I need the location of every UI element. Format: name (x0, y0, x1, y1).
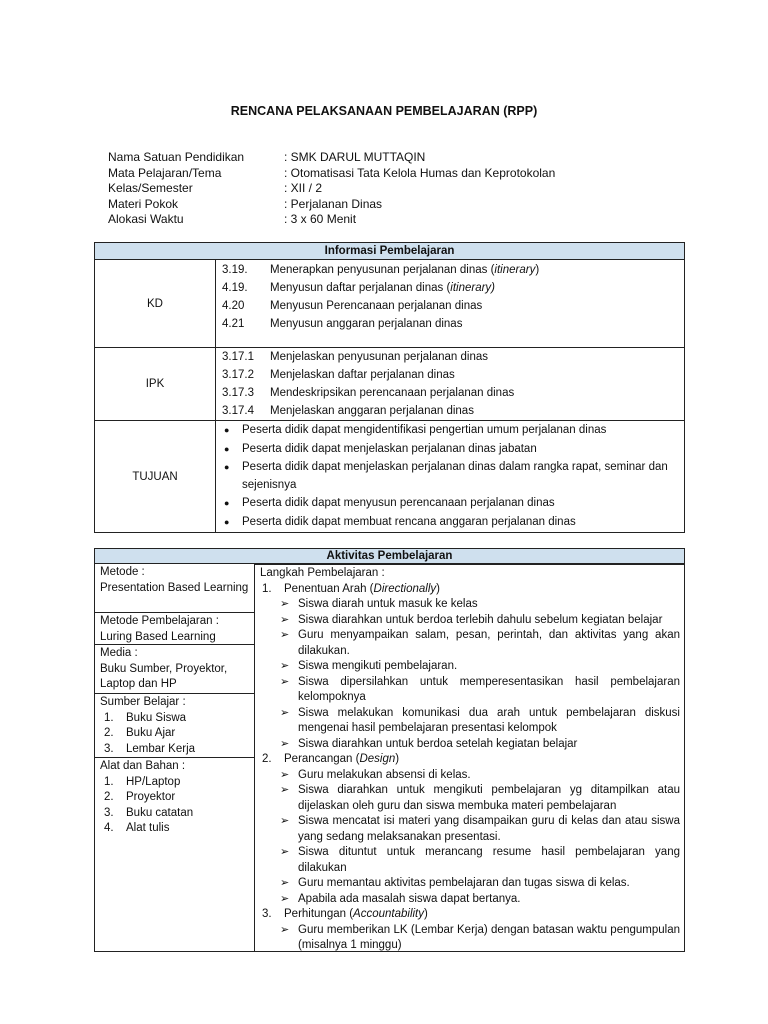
tujuan-text: Peserta didik dapat mengidentifikasi pengertian umum perjalanan dinas (242, 424, 607, 436)
step-item (260, 659, 680, 675)
kd-list (216, 260, 685, 348)
identity-row (108, 150, 555, 166)
identity-value: : Otomatisasi Tata Kelola Humas dan Keprotokolan (284, 165, 556, 180)
step-item-text: Siswa diarahkan untuk berdoa terlebih dahulu sebelum kegiatan belajar (298, 613, 663, 626)
metode-pembelajaran-value: Luring Based Learning (100, 630, 216, 643)
step-num: 2. (262, 753, 272, 765)
kd-italic: itinerary (494, 264, 536, 276)
step-item-text: Siswa mencatat isi materi yang disampaikan guru di kelas dan atau siswa yang sedang melaksanakan presentasi. (298, 815, 680, 843)
identity-label: Alokasi Waktu (108, 212, 184, 226)
step-item-text: Siswa dipersilahkan untuk memperesentasikan hasil pembelajaran kelompoknya (298, 675, 680, 703)
kd-text: Menyusun Perencanaan perjalanan dinas (270, 300, 483, 312)
ipk-num: 3.17.3 (222, 387, 254, 399)
alat-item: 1. HP/Laptop (100, 775, 249, 791)
alat-text: Proyektor (126, 791, 176, 803)
kd-item (216, 315, 684, 333)
identity-label: Mata Pelajaran/Tema (108, 165, 222, 180)
aktivitas-header: Aktivitas Pembelajaran (94, 548, 685, 564)
ipk-text: Menjelaskan daftar perjalanan dinas (270, 369, 455, 381)
alat-text: HP/Laptop (126, 775, 181, 788)
tujuan-text: Peserta didik dapat menyusun perencanaan perjalanan dinas (242, 497, 555, 509)
ipk-num: 3.17.1 (222, 351, 254, 363)
sumber-item: 2. Buku Ajar (100, 726, 249, 742)
identity-row (108, 166, 555, 182)
ipk-item (216, 402, 684, 420)
kd-item (216, 261, 684, 279)
bullet-icon: ● (224, 425, 230, 435)
langkah-label: Langkah Pembelajaran : (260, 567, 385, 579)
metode-label: Metode : (100, 566, 145, 578)
tujuan-item (216, 441, 678, 459)
arrow-bullet-icon: ➢ (280, 675, 290, 688)
ipk-item (216, 384, 684, 402)
identity-section (108, 150, 555, 228)
step-title-text: Perancangan ( (284, 753, 360, 765)
sumber-text: Buku Ajar (126, 727, 176, 739)
step-title (260, 752, 680, 768)
ipk-item (216, 348, 684, 366)
step-item-text: Guru memantau aktivitas pembelajaran dan tugas siswa di kelas. (298, 877, 630, 889)
step-item-text: Guru melakukan absensi di kelas. (298, 768, 471, 781)
step-title-after: ) (436, 582, 440, 595)
bullet-icon: ● (224, 443, 230, 454)
step-item (260, 613, 680, 629)
tujuan-label: TUJUAN (95, 421, 216, 533)
ipk-item (216, 366, 684, 384)
kd-after: ) (535, 264, 540, 276)
step-item-text: Apabila ada masalah siswa dapat bertanya. (298, 892, 521, 905)
sumber-belajar-box (94, 694, 255, 758)
media-box (94, 645, 255, 694)
identity-row (108, 197, 555, 213)
arrow-bullet-icon: ➢ (280, 892, 290, 905)
ipk-num: 3.17.4 (222, 405, 254, 417)
step-title-text: Penentuan Arah ( (284, 582, 374, 595)
arrow-bullet-icon: ➢ (280, 737, 290, 750)
step-title-italic: Design (359, 753, 396, 765)
kd-text: Menyusun anggaran perjalanan dinas (270, 318, 463, 330)
arrow-bullet-icon: ➢ (280, 613, 290, 626)
metode-pembelajaran-box (94, 613, 255, 645)
step-item (260, 706, 680, 737)
ipk-label: IPK (95, 348, 216, 421)
step-item (260, 876, 680, 892)
step-title (260, 907, 680, 923)
tujuan-item (216, 495, 678, 513)
sumber-text: Buku Siswa (126, 711, 187, 724)
identity-label: Nama Satuan Pendidikan (108, 150, 245, 164)
alat-text: Buku catatan (126, 806, 194, 819)
alat-item: 4. Alat tulis (100, 821, 249, 837)
identity-label: Materi Pokok (108, 196, 179, 211)
step-item (260, 783, 680, 814)
alat-item: 2. Proyektor (100, 790, 249, 806)
step-item-text: Siswa melakukan komunikasi dua arah untuk pembelajaran diskusi mengenai hasil pembelajaran presentasi kelompok (298, 706, 680, 734)
kd-text: Menyusun daftar perjalanan dinas ( (270, 282, 451, 294)
alat-item: 3. Buku catatan (100, 806, 249, 822)
arrow-bullet-icon: ➢ (280, 660, 290, 672)
ipk-num: 3.17.2 (222, 369, 254, 381)
identity-row (108, 181, 555, 197)
sumber-text: Lembar Kerja (126, 742, 196, 755)
ipk-text: Mendeskripsikan perencanaan perjalanan dinas (270, 387, 515, 399)
arrow-bullet-icon: ➢ (280, 768, 290, 781)
identity-label: Kelas/Semester (108, 181, 193, 195)
step-item (260, 892, 680, 908)
kd-item (216, 297, 684, 315)
step-num: 3. (262, 908, 272, 920)
identity-value: : Perjalanan Dinas (284, 196, 383, 211)
bullet-icon: ● (224, 498, 230, 508)
kd-num: 4.19. (222, 282, 248, 294)
metode-pembelajaran-label: Metode Pembelajaran : (100, 615, 219, 627)
tujuan-item (216, 422, 678, 440)
step-item (260, 814, 680, 845)
kd-num: 4.20 (222, 300, 245, 312)
step-item (260, 768, 680, 784)
kd-num: 4.21 (222, 318, 245, 330)
metode-box (94, 564, 255, 613)
step-title (260, 582, 680, 598)
media-value: Buku Sumber, Proyektor, Laptop dan HP (100, 662, 228, 690)
ipk-text: Menjelaskan penyusunan perjalanan dinas (270, 351, 489, 363)
info-table (94, 242, 685, 533)
step-item-text: Siswa diarahkan untuk berdoa setelah kegiatan belajar (298, 737, 578, 750)
media-label: Media : (100, 647, 138, 659)
tujuan-text: Peserta didik dapat membuat rencana anggaran perjalanan dinas (242, 515, 576, 528)
identity-value: : 3 x 60 Menit (284, 212, 357, 226)
sumber-item: 1. Buku Siswa (100, 711, 249, 727)
ipk-list (216, 348, 685, 421)
bullet-icon: ● (224, 462, 230, 472)
identity-row (108, 212, 555, 228)
step-item (260, 737, 680, 753)
step-item-text: Guru memberikan LK (Lembar Kerja) dengan batasan waktu pengumpulan (misalnya 1 minggu) (298, 923, 680, 951)
kd-num: 3.19. (222, 264, 248, 276)
tujuan-item (216, 514, 678, 532)
step-item (260, 845, 680, 876)
arrow-bullet-icon: ➢ (280, 706, 290, 719)
identity-value: : SMK DARUL MUTTAQIN (284, 150, 426, 164)
step-item-text: Guru menyampaikan salam, pesan, perintah, dan aktivitas yang akan dilakukan. (298, 629, 680, 657)
bullet-icon: ● (224, 516, 230, 527)
arrow-bullet-icon: ➢ (280, 629, 290, 641)
kd-italic: itinerary) (450, 282, 496, 294)
tujuan-text: Peserta didik dapat menjelaskan perjalanan dinas dalam rangka rapat, seminar dan sejenisnya (242, 461, 668, 491)
arrow-bullet-icon: ➢ (280, 877, 290, 889)
step-item (260, 675, 680, 706)
step-item-text: Siswa mengikuti pembelajaran. (298, 660, 458, 672)
alat-label: Alat dan Bahan : (100, 760, 186, 772)
arrow-bullet-icon: ➢ (280, 598, 290, 610)
kd-item (216, 279, 684, 297)
arrow-bullet-icon: ➢ (280, 923, 290, 936)
info-header: Informasi Pembelajaran (95, 243, 685, 260)
kd-label: KD (95, 260, 216, 348)
step-title-italic: Directionally (373, 582, 437, 595)
sumber-label: Sumber Belajar : (100, 696, 186, 708)
tujuan-item (216, 459, 678, 494)
arrow-bullet-icon: ➢ (280, 784, 290, 796)
kd-text: Menerapkan penyusunan perjalanan dinas ( (270, 264, 495, 276)
step-item (260, 628, 680, 659)
alat-bahan-box (94, 758, 255, 952)
arrow-bullet-icon: ➢ (280, 815, 290, 827)
step-item-text: Siswa diarah untuk masuk ke kelas (298, 598, 478, 610)
identity-value: : XII / 2 (284, 181, 323, 195)
step-item-text: Siswa dituntut untuk merancang resume hasil pembelajaran yang dilakukan (298, 846, 680, 874)
step-title-italic: Accountability (353, 908, 425, 920)
arrow-bullet-icon: ➢ (280, 846, 290, 858)
step-item (260, 597, 680, 613)
langkah-pembelajaran (260, 566, 680, 954)
alat-text: Alat tulis (126, 822, 170, 834)
step-title-after: ) (424, 908, 428, 920)
document-title: RENCANA PELAKSANAAN PEMBELAJARAN (RPP) (230, 104, 538, 118)
step-num: 1. (262, 582, 272, 595)
ipk-text: Menjelaskan anggaran perjalanan dinas (270, 405, 474, 417)
metode-value: Presentation Based Learning (100, 581, 249, 594)
step-title-text: Perhitungan ( (284, 908, 354, 920)
step-item-text: Siswa diarahkan untuk mengikuti pembelajaran yg ditampilkan atau dijelaskan oleh guru dan siswa membuka materi pembelajaran (298, 784, 680, 812)
step-title-after: ) (395, 753, 400, 765)
step-item (260, 923, 680, 954)
tujuan-text: Peserta didik dapat menjelaskan perjalanan dinas jabatan (242, 442, 537, 455)
sumber-item: 3. Lembar Kerja (100, 742, 249, 758)
tujuan-list (216, 421, 685, 533)
